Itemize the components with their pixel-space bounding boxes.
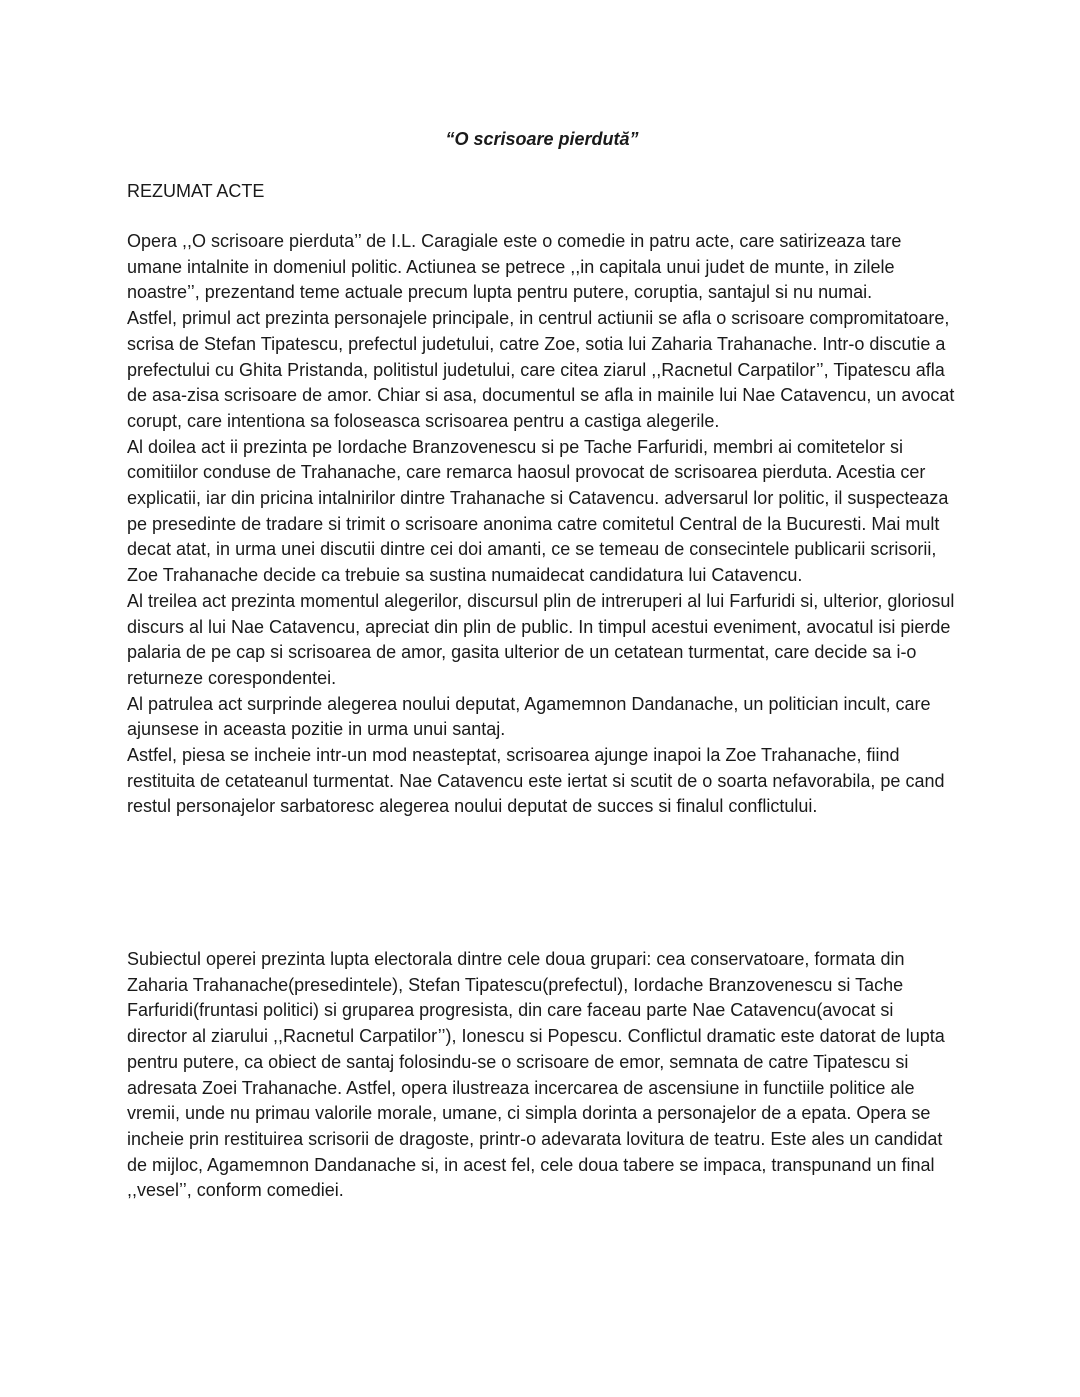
subject-paragraph: Subiectul operei prezinta lupta electorala dintre cele doua grupari: cea conservatoare, formata din Zaharia Trahanache(presedintele), Stefan Tipatescu(prefectul), Iordache Branzovenescu si Tache Farfuridi(fruntasi politici) si gruparea progresista, din care faceau parte Nae Catavencu(avocat si director al ziarului ,,Racnetul Carpatilor’’), Ionescu si Popescu. Conflictul dramatic este datorat de lupta pentru putere, ca obiect de santaj folosindu-se o scrisoare de emor, semnata de catre Tipatescu si adresata Zoei Trahanache. Astfel, opera ilustreaza incercarea de ascensiune in functiile politice ale vremii, unde nu primau valorile morale, umane, ci simpla dorinta a personajelor de a epata. Opera se incheie prin restituirea scrisorii de dragoste, printr-o adevarata lovitura de teatru. Este ales un candidat de mijloc, Agamemnon Dandanache si, in acest fel, cele doua tabere se impaca, transpunand un final ,,vesel’’, conform comediei. <box>127 949 945 1201</box>
summary-section <box>127 229 957 820</box>
summary-paragraph-intro: Opera ,,O scrisoare pierduta’’ de I.L. Caragiale este o comedie in patru acte, care satirizeaza tare umane intalnite in domeniul politic. Actiunea se petrece ,,in capitala unui judet de munte, in zilele noastre’’, prezentand teme actuale precum lupta pentru putere, coruptia, santajul si nu numai. <box>127 231 902 303</box>
summary-paragraph-act-2: Al doilea act ii prezinta pe Iordache Branzovenescu si pe Tache Farfuridi, membri ai comitetelor si comitiilor conduse de Trahanache, care remarca haosul provocat de scrisoarea pierduta. Acestia cer explicatii, iar din pricina intalnirilor dintre Trahanache si Catavencu. adversarul lor politic, il suspecteaza pe presedinte de tradare si trimit o scrisoare anonima catre comitetul Central de la Bucuresti. Mai mult decat atat, in urma unei discutii dintre cei doi amanti, ce se temeau de consecintele publicarii scrisorii, Zoe Trahanache decide ca trebuie sa sustina numaidecat candidatura lui Catavencu. <box>127 436 949 586</box>
document-title: “O scrisoare pierdută” <box>445 129 639 149</box>
summary-paragraph-act-3: Al treilea act prezinta momentul alegerilor, discursul plin de intreruperi al lui Farfuridi si, ulterior, gloriosul discurs al lui Nae Catavencu, apreciat din plin de public. In timpul acestui eveniment, avocatul isi pierde palaria de pe cap si scrisoarea de amor, gasita ulterior de un cetatean turmentat, care decide sa i-o returneze corespondentei. <box>127 590 955 688</box>
subject-section <box>127 947 957 1204</box>
summary-paragraph-act-4: Al patrulea act surprinde alegerea noului deputat, Agamemnon Dandanache, un politician incult, care ajunsese in aceasta pozitie in urma unui santaj. <box>127 693 931 740</box>
section-heading: REZUMAT ACTE <box>127 181 265 201</box>
summary-paragraph-ending: Astfel, piesa se incheie intr-un mod neasteptat, scrisoarea ajunge inapoi la Zoe Trahanache, fiind restituita de cetateanul turmentat. Nae Catavencu este iertat si scutit de o soarta nefavorabila, pe cand restul personajelor sarbatoresc alegerea noului deputat de succes si finalul conflictului. <box>127 745 945 817</box>
summary-paragraph-act-1: Astfel, primul act prezinta personajele principale, in centrul actiunii se afla o scrisoare compromitatoare, scrisa de Stefan Tipatescu, prefectul judetului, catre Zoe, sotia lui Zaharia Trahanache. Intr-o discutie a prefectului cu Ghita Pristanda, politistul judetului, care citea ziarul ,,Racnetul Carpatilor’’, Tipatescu afla de asa-zisa scrisoare de amor. Chiar si asa, documentul se afla in mainile lui Nae Catavencu, un avocat corupt, care intentiona sa foloseasca scrisoarea pentru a castiga alegerile. <box>127 308 955 431</box>
